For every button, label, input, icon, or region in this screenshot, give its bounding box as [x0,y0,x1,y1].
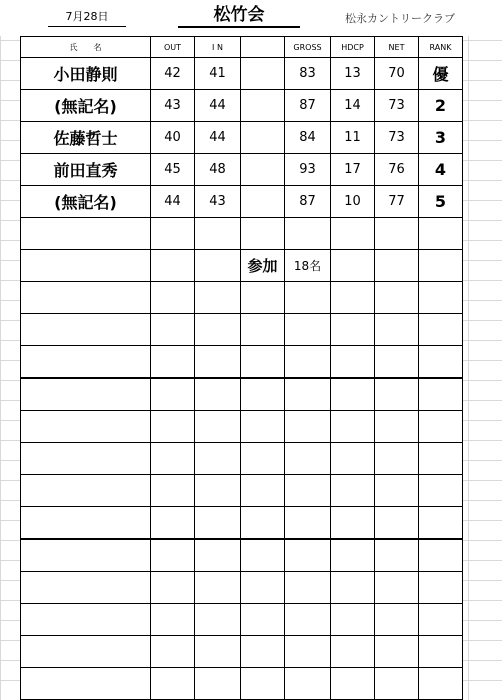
gross-score: 87 [285,90,331,122]
blank-cell [241,58,285,90]
empty-row [21,218,463,250]
col-name-header: 氏 名 [21,37,151,58]
col-hdcp-header: HDCP [331,37,375,58]
table-row [21,58,463,90]
gross-score: 84 [285,122,331,154]
empty-row [21,636,463,668]
net-score: 76 [375,154,419,186]
date-label: 7月28日 [48,8,126,27]
player-name: 佐藤哲士 [21,122,151,154]
out-score: 44 [151,186,195,218]
blank-cell [241,154,285,186]
blank-cell [241,122,285,154]
player-name: 前田直秀 [21,154,151,186]
rank-value: 優 [419,58,463,90]
gross-score: 87 [285,186,331,218]
empty-row [21,475,463,507]
out-score: 40 [151,122,195,154]
col-in-header: I N [195,37,241,58]
participation-label: 参加 [241,250,285,282]
empty-row [21,539,463,572]
rank-value: 2 [419,90,463,122]
empty-row [21,572,463,604]
hdcp-value: 10 [331,186,375,218]
rank-value: 5 [419,186,463,218]
net-score: 70 [375,58,419,90]
out-score: 43 [151,90,195,122]
table-row [21,154,463,186]
event-title: 松竹会 [178,4,300,28]
blank-cell [241,186,285,218]
empty-row [21,604,463,636]
participation-row [21,250,463,282]
net-score: 73 [375,90,419,122]
in-score: 43 [195,186,241,218]
empty-row [21,378,463,411]
gross-score: 93 [285,154,331,186]
col-blank-header [241,37,285,58]
hdcp-value: 17 [331,154,375,186]
col-net-header: NET [375,37,419,58]
rank-value: 3 [419,122,463,154]
out-score: 45 [151,154,195,186]
empty-row [21,314,463,346]
player-name: 小田静則 [21,58,151,90]
header [0,0,502,36]
gross-score: 83 [285,58,331,90]
table-row [21,90,463,122]
in-score: 48 [195,154,241,186]
score-table [20,36,463,700]
empty-row [21,507,463,540]
rank-value: 4 [419,154,463,186]
col-gross-header: GROSS [285,37,331,58]
player-name: (無記名) [21,90,151,122]
player-name: (無記名) [21,186,151,218]
col-rank-header: RANK [419,37,463,58]
in-score: 41 [195,58,241,90]
in-score: 44 [195,122,241,154]
in-score: 44 [195,90,241,122]
empty-row [21,411,463,443]
col-out-header: OUT [151,37,195,58]
table-row [21,122,463,154]
empty-row [21,282,463,314]
club-name: 松永カントリークラブ [345,12,455,25]
empty-row [21,346,463,379]
hdcp-value: 14 [331,90,375,122]
net-score: 77 [375,186,419,218]
out-score: 42 [151,58,195,90]
hdcp-value: 11 [331,122,375,154]
header-row [21,37,463,58]
table-row [21,186,463,218]
blank-cell [241,90,285,122]
empty-row [21,443,463,475]
empty-row [21,668,463,700]
net-score: 73 [375,122,419,154]
hdcp-value: 13 [331,58,375,90]
participation-count: 18名 [285,250,331,282]
